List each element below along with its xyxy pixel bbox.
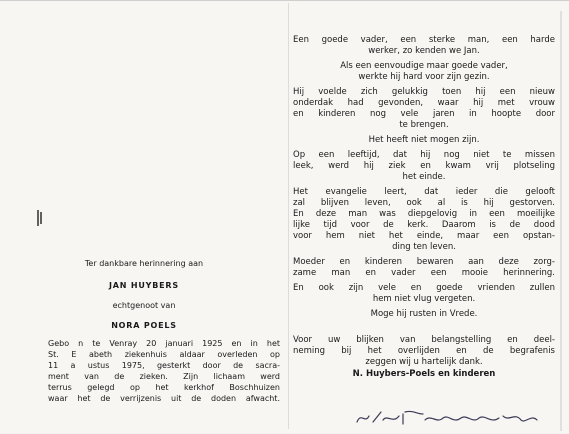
poem-line: Een goede vader, een sterke man, een harde <box>293 35 555 45</box>
poem-line: En deze man was diepgelovig in een moeilijke <box>293 209 555 219</box>
poem-line: te brengen. <box>399 120 449 130</box>
intro-text: Ter dankbare herinnering aan <box>84 259 204 268</box>
poem-line: het einde. <box>402 172 446 182</box>
poem-line: zame man en vader een mooie herinnering. <box>293 268 555 278</box>
poem-line: onderdak had gevonden, waar hij met vrouw <box>293 98 555 108</box>
poem-line: Het heeft niet mogen zijn. <box>368 135 480 145</box>
spouse-label: echtgenoot van <box>112 301 176 310</box>
bio-line: 11 a ustus 1975, gesterkt door de sacra- <box>48 361 280 370</box>
poem-line: Moge hij rusten in Vrede. <box>370 309 478 319</box>
thanks-line: Voor uw blijken van belangstelling en deel- <box>293 335 555 345</box>
poem-line: Op een leeftijd, dat hij nog niet te missen <box>293 150 555 160</box>
deceased-name: JAN HUYBERS <box>109 281 179 290</box>
edge-shadow <box>560 11 562 431</box>
left-panel <box>0 1 288 434</box>
poem-line: ding ten leven. <box>392 242 456 252</box>
bio-line: terrus gelegd op het kerkhof Boschhuizen <box>48 383 280 392</box>
poem-line: Hij voelde zich gelukkig toen hij een nieuw <box>293 87 555 97</box>
poem-line: werker, zo kenden we Jan. <box>368 46 480 56</box>
poem-line: voor hem niet het einde, maar een opstan- <box>293 231 555 241</box>
poem-line: leek, werd hij ziek en kwam vrij plotseling <box>293 161 555 171</box>
bio-line: St. E abeth ziekenhuis aldaar overleden op <box>48 350 280 359</box>
poem-line: Het evangelie leert, dat ieder die gelooft <box>293 187 555 197</box>
thanks-line: neming bij het overlijden en de begrafenis <box>293 346 555 356</box>
poem-line: hem niet vlug vergeten. <box>372 294 476 304</box>
right-panel <box>293 1 555 434</box>
poem-line: en kinderen nog vele jaren in hoopte door <box>293 109 555 119</box>
bio-line: waar het de verrijzenis uit de doden afwacht. <box>48 394 280 403</box>
poem-line: Als een eenvoudige maar goede vader, <box>340 61 508 71</box>
poem-line: Moeder en kinderen bewaren aan deze zorg- <box>293 257 555 267</box>
poem-line: werkte hij hard voor zijn gezin. <box>358 72 490 82</box>
handwritten-note <box>353 406 553 428</box>
bio-line: Gebo n te Venray 20 januari 1925 en in het <box>48 339 280 348</box>
fold-line <box>288 3 289 429</box>
spouse-name: NORA POELS <box>111 321 177 330</box>
thanks-line: zeggen wij u hartelijk dank. <box>365 357 483 367</box>
poem-line: lijke tijd voor de kerk. Daarom is de dood <box>293 220 555 230</box>
bio-line: ment van de zieken. Zijn lichaam werd <box>48 372 280 381</box>
family-signature: N. Huybers-Poels en kinderen <box>352 369 496 379</box>
poem-line: En ook zijn vele en goede vrienden zullen <box>293 283 555 293</box>
poem-line: zal blijven leven, ook al is hij gestorven. <box>293 198 555 208</box>
